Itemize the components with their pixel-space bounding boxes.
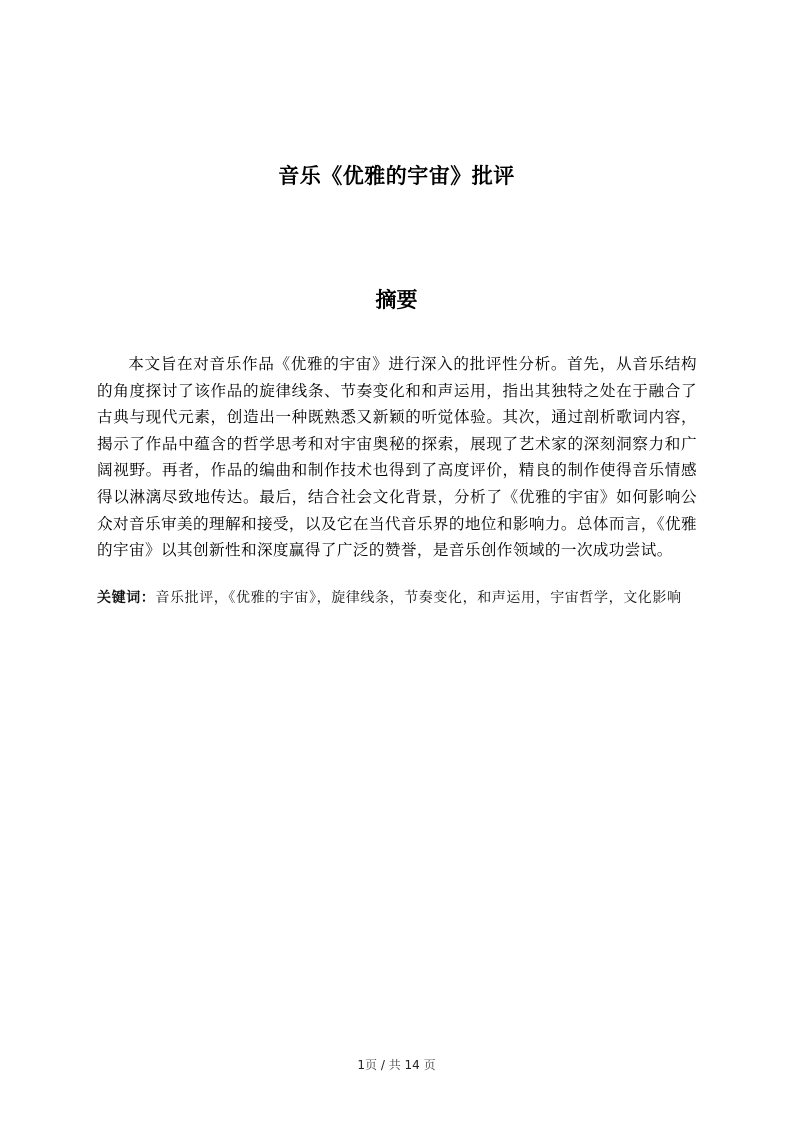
- abstract-body: 本文旨在对音乐作品《优雅的宇宙》进行深入的批评性分析。首先，从音乐结构的角度探讨了该作品的旋律线条、节奏变化和和声运用，指出其独特之处在于融合了古典与现代元素，创造出一种既熟悉又新颖的听觉体验。其次，通过剖析歌词内容，揭示了作品中蕴含的哲学思考和对宇宙奥秘的探索，展现了艺术家的深刻洞察力和广阔视野。再者，作品的编曲和制作技术也得到了高度评价，精良的制作使得音乐情感得以淋漓尽致地传达。最后，结合社会文化背景，分析了《优雅的宇宙》如何影响公众对音乐审美的理解和接受，以及它在当代音乐界的地位和影响力。总体而言，《优雅的宇宙》以其创新性和深度赢得了广泛的赞誉，是音乐创作领域的一次成功尝试。: [97, 355, 697, 560]
- keywords-label: 关键词：: [97, 590, 156, 606]
- document-title: 音乐《优雅的宇宙》批评: [278, 164, 515, 188]
- page-separator: /: [380, 1058, 385, 1072]
- total-pages-number: 14: [404, 1058, 420, 1072]
- pages-label: 页: [423, 1058, 436, 1072]
- total-label: 共: [388, 1058, 401, 1072]
- page-footer: [0, 1056, 793, 1073]
- current-page-number: 1: [357, 1058, 365, 1072]
- page-label: 页: [364, 1058, 377, 1072]
- keywords-list: 音乐批评，《优雅的宇宙》，旋律线条，节奏变化，和声运用，宇宙哲学，文化影响: [155, 590, 682, 606]
- abstract-heading: 摘要: [375, 288, 418, 312]
- keywords-section: [97, 585, 697, 611]
